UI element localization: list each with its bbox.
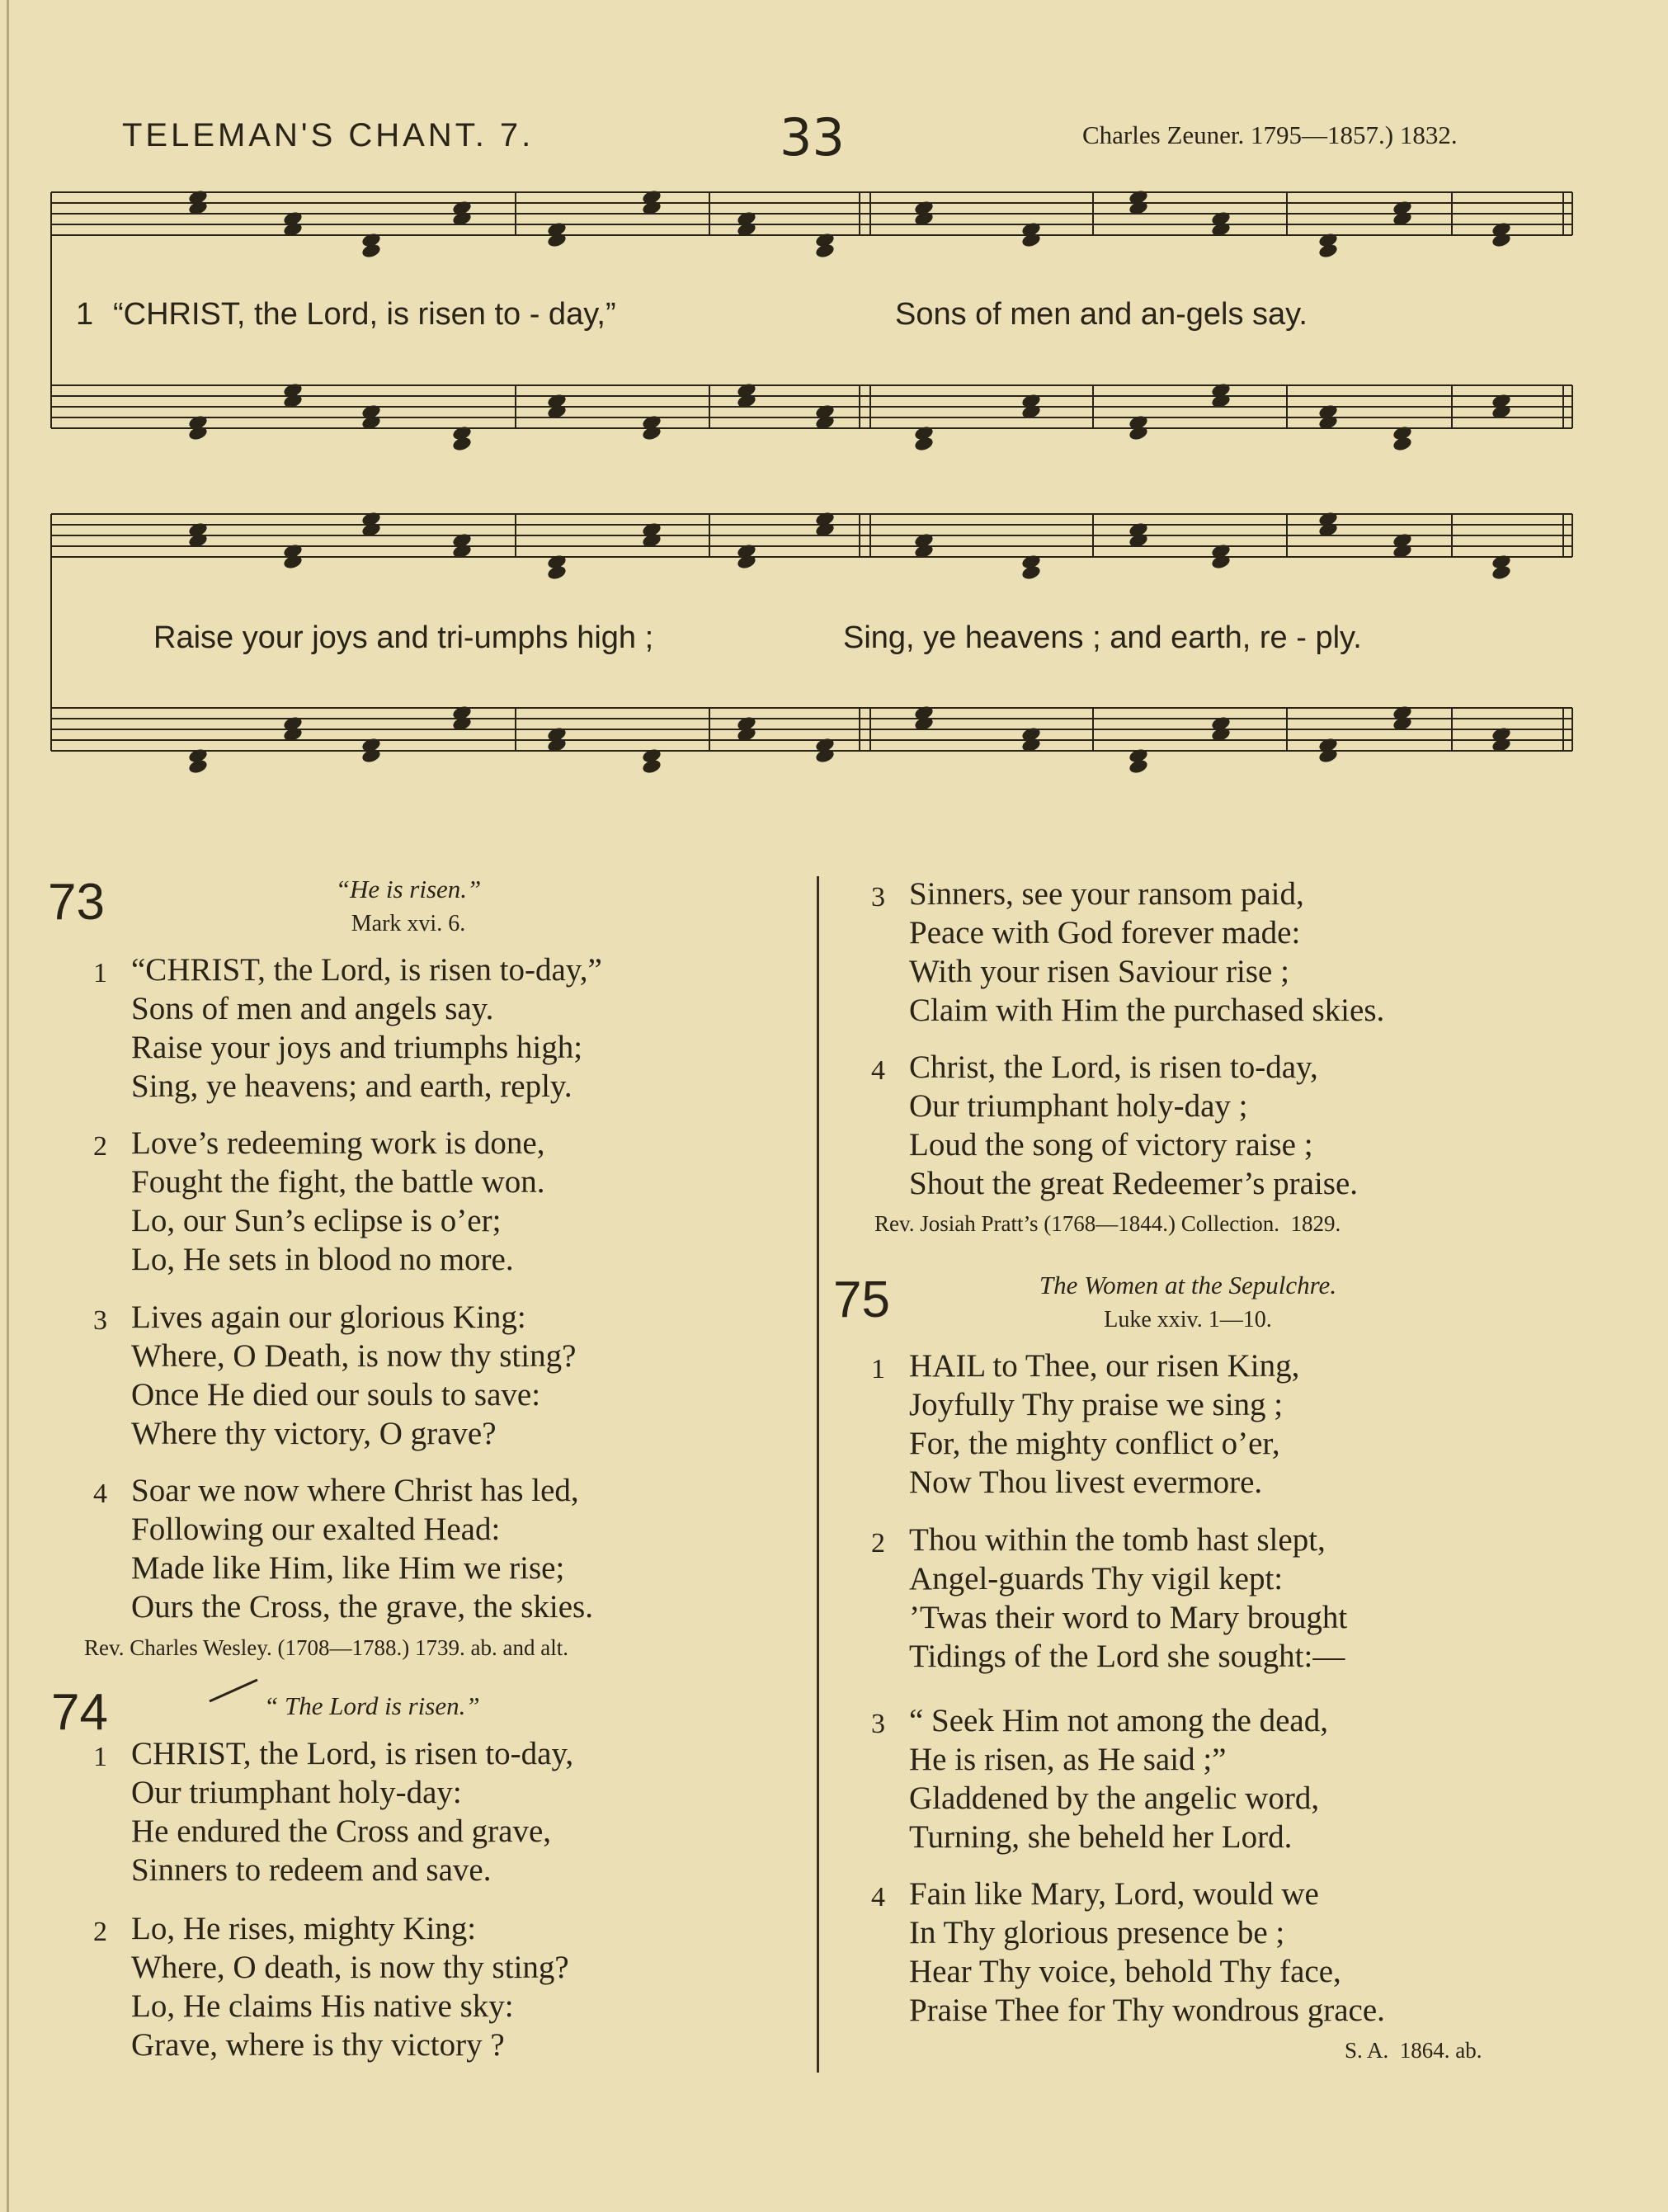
stanza bbox=[93, 1734, 574, 1889]
stanza-line: Shout the great Redeemer’s praise. bbox=[909, 1166, 1359, 1201]
stanza-number: 4 bbox=[871, 1882, 885, 1913]
stanza-line: Ours the Cross, the grave, the skies. bbox=[131, 1589, 593, 1625]
stanza-line: Angel-guards Thy vigil kept: bbox=[909, 1561, 1284, 1597]
hymn-number-73: 73 bbox=[48, 874, 105, 931]
stanza-number: 4 bbox=[93, 1479, 107, 1509]
stanza-line: Where, O Death, is now thy sting? bbox=[131, 1338, 577, 1374]
stanza-line: Christ, the Lord, is risen to-day, bbox=[909, 1049, 1318, 1085]
stanza-line: Loud the song of victory raise ; bbox=[909, 1127, 1313, 1163]
stanza-line: CHRIST, the Lord, is risen to-day, bbox=[131, 1736, 574, 1771]
column-divider bbox=[817, 876, 819, 2073]
stanza-line: Thou within the tomb hast slept, bbox=[909, 1522, 1326, 1558]
hymn-reference-73: Mark xvi. 6. bbox=[351, 911, 466, 936]
stanza-line: Following our exalted Head: bbox=[131, 1512, 501, 1547]
stanza-line: Fain like Mary, Lord, would we bbox=[909, 1876, 1319, 1912]
stanza-line: “CHRIST, the Lord, is risen to-day,” bbox=[131, 952, 602, 988]
stanza-number: 3 bbox=[871, 882, 885, 913]
stanza-line: Lo, He rises, mighty King: bbox=[131, 1911, 477, 1946]
hymn-credit-73: Rev. Charles Wesley. (1708—1788.) 1739. ab. and alt. bbox=[84, 1635, 568, 1660]
hymn-number-74: 74 bbox=[51, 1684, 108, 1741]
stanza-line: Lo, our Sun’s eclipse is o’er; bbox=[131, 1203, 502, 1238]
stanza-line: Turning, she beheld her Lord. bbox=[909, 1819, 1293, 1855]
stanza-line: Lo, He sets in blood no more. bbox=[131, 1242, 514, 1277]
hymn-title-73: “He is risen.” bbox=[335, 875, 482, 903]
tune-title: TELEMAN'S CHANT. 7. bbox=[122, 117, 535, 153]
stanza-line: Raise your joys and triumphs high; bbox=[131, 1030, 583, 1065]
stanza bbox=[871, 1521, 1348, 1676]
stanza-line: He endured the Cross and grave, bbox=[131, 1813, 551, 1849]
stanza-line: Fought the fight, the battle won. bbox=[131, 1164, 545, 1200]
stanza-line: Joyfully Thy praise we sing ; bbox=[909, 1387, 1284, 1422]
stanza-line: In Thy glorious presence be ; bbox=[909, 1915, 1285, 1950]
stanza-line: Sons of men and angels say. bbox=[131, 991, 494, 1026]
stanza-line: For, the mighty conflict o’er, bbox=[909, 1426, 1280, 1461]
lyric-line-1: “CHRIST, the Lord, is risen to - day,” bbox=[113, 297, 616, 332]
hymn-credit-74: Rev. Josiah Pratt’s (1768—1844.) Collection. 1829. bbox=[874, 1211, 1341, 1236]
stanza-line: Tidings of the Lord she sought:— bbox=[909, 1639, 1345, 1674]
stanza-number: 2 bbox=[871, 1528, 885, 1559]
stanza-line: With your risen Saviour rise ; bbox=[909, 954, 1289, 989]
stanza-line: Sinners, see your ransom paid, bbox=[909, 876, 1304, 912]
stanza-line: HAIL to Thee, our risen King, bbox=[909, 1348, 1300, 1384]
stanza bbox=[93, 1909, 569, 2064]
hymn-title-74: “ The Lord is risen.” bbox=[264, 1691, 480, 1720]
stanza-number: 4 bbox=[871, 1055, 885, 1086]
stanza-number: 3 bbox=[93, 1305, 107, 1336]
stanza bbox=[871, 1875, 1385, 2030]
stanza-line: ’Twas their word to Mary brought bbox=[909, 1600, 1348, 1635]
lyric-line-2: Sons of men and an-gels say. bbox=[895, 297, 1308, 332]
stanza-number: 1 bbox=[93, 1742, 107, 1772]
stanza bbox=[871, 875, 1385, 1030]
stanza bbox=[871, 1701, 1328, 1856]
stanza bbox=[93, 950, 602, 1106]
stanza bbox=[93, 1124, 545, 1279]
lyric-line-4: Sing, ye heavens ; and earth, re - ply. bbox=[843, 620, 1362, 655]
stanza-line: Once He died our souls to save: bbox=[131, 1377, 541, 1413]
composer-credit: Charles Zeuner. 1795—1857.) 1832. bbox=[1082, 120, 1458, 149]
hymn-credit-75: S. A. 1864. ab. bbox=[1345, 2038, 1482, 2063]
stanza-number: 2 bbox=[93, 1131, 107, 1162]
stanza bbox=[871, 1347, 1300, 1502]
music-score bbox=[0, 0, 1668, 825]
stanza-line: He is risen, as He said ;” bbox=[909, 1742, 1227, 1777]
stanza-line: Soar we now where Christ has led, bbox=[131, 1473, 579, 1508]
stanza-line: Gladdened by the angelic word, bbox=[909, 1780, 1320, 1816]
stanza-line: Lives again our glorious King: bbox=[131, 1299, 526, 1335]
stanza-number: 1 bbox=[93, 958, 107, 988]
stanza-line: Sing, ye heavens; and earth, reply. bbox=[131, 1068, 572, 1104]
stanza-line: Lo, He claims His native sky: bbox=[131, 1988, 514, 2024]
stanza-line: Our triumphant holy-day: bbox=[131, 1775, 462, 1810]
stanza-line: Love’s redeeming work is done, bbox=[131, 1125, 545, 1161]
page-number: 33 bbox=[780, 107, 845, 167]
check-mark-icon bbox=[206, 1675, 264, 1708]
stanza-line: Praise Thee for Thy wondrous grace. bbox=[909, 1993, 1385, 2028]
stanza bbox=[93, 1298, 577, 1453]
stanza-line: Hear Thy voice, behold Thy face, bbox=[909, 1954, 1341, 1989]
stanza-line: Peace with God forever made: bbox=[909, 915, 1301, 950]
stanza-line: Sinners to redeem and save. bbox=[131, 1852, 492, 1888]
stanza-line: Grave, where is thy victory ? bbox=[131, 2027, 505, 2063]
hymn-reference-75: Luke xxiv. 1—10. bbox=[1104, 1307, 1272, 1332]
stanza-number: 3 bbox=[871, 1709, 885, 1739]
stanza bbox=[93, 1471, 593, 1626]
hymn-title-75: The Women at the Sepulchre. bbox=[1039, 1271, 1337, 1299]
lyric-verse-number: 1 bbox=[76, 297, 94, 332]
stanza-line: Claim with Him the purchased skies. bbox=[909, 993, 1385, 1028]
stanza-line: “ Seek Him not among the dead, bbox=[909, 1703, 1328, 1738]
stanza-line: Where, O death, is now thy sting? bbox=[131, 1950, 569, 1985]
stanza-line: Now Thou livest evermore. bbox=[909, 1464, 1263, 1500]
lyric-line-3: Raise your joys and tri-umphs high ; bbox=[153, 620, 654, 655]
stanza bbox=[871, 1048, 1359, 1203]
stanza-line: Where thy victory, O grave? bbox=[131, 1416, 497, 1451]
stanza-line: Our triumphant holy-day ; bbox=[909, 1088, 1248, 1124]
stanza-number: 2 bbox=[93, 1917, 107, 1947]
stanza-number: 1 bbox=[871, 1354, 885, 1384]
stanza-line: Made like Him, like Him we rise; bbox=[131, 1550, 565, 1586]
hymn-number-75: 75 bbox=[833, 1271, 890, 1328]
